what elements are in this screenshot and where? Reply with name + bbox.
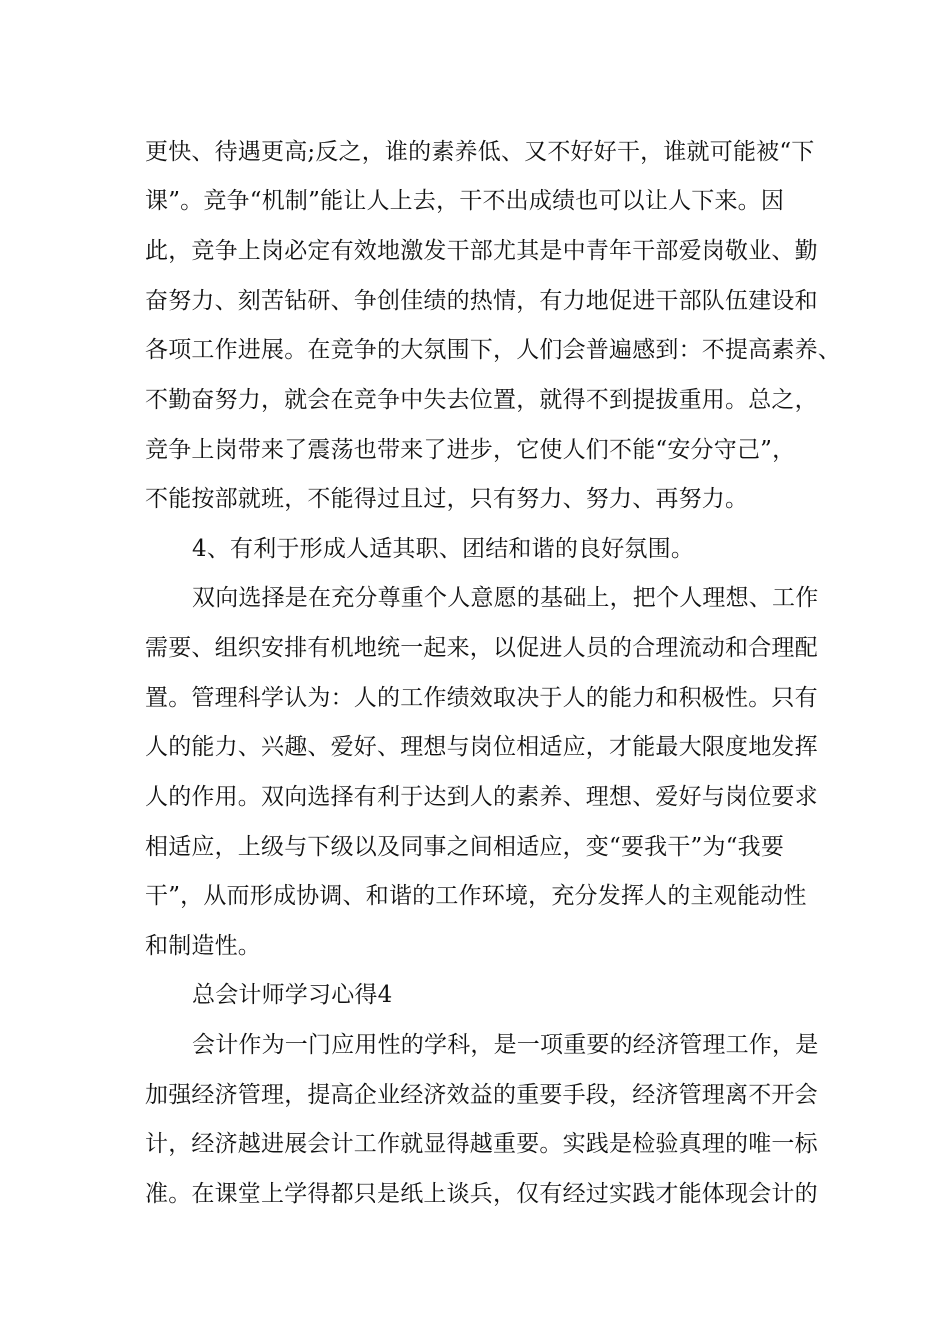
text-line: 不勤奋努力，就会在竞争中失去位置，就得不到提拔重用。总之， bbox=[145, 387, 818, 413]
section-heading: 4、有利于形成人适其职、团结和谐的良好氛围。 bbox=[192, 536, 695, 562]
text-line: 更快、待遇更高;反之，谁的素养低、又不好好干，谁就可能被“下 bbox=[145, 139, 815, 165]
text-line: 和制造性。 bbox=[145, 933, 261, 959]
text-line: 课”。竞争“机制”能让人上去，干不出成绩也可以让人下来。因 bbox=[145, 188, 785, 214]
text-line: 干”，从而形成协调、和谐的工作环境，充分发挥人的主观能动性 bbox=[145, 883, 807, 909]
text-line: 会计作为一门应用性的学科，是一项重要的经济管理工作，是 bbox=[192, 1032, 819, 1058]
text-line: 人的能力、兴趣、爱好、理想与岗位相适应，才能最大限度地发挥 bbox=[145, 734, 818, 760]
text-line: 各项工作进展。在竞争的大氛围下，人们会普遍感到：不提高素养、 bbox=[145, 337, 841, 363]
text-line: 计，经济越进展会计工作就显得越重要。实践是检验真理的唯一标 bbox=[145, 1131, 818, 1157]
text-line: 双向选择是在充分尊重个人意愿的基础上，把个人理想、工作 bbox=[192, 585, 819, 611]
text-line: 加强经济管理，提高企业经济效益的重要手段，经济管理离不开会 bbox=[145, 1082, 818, 1108]
text-line: 奋努力、刻苦钻研、争创佳绩的热情，有力地促进干部队伍建设和 bbox=[145, 288, 818, 314]
text-line: 此，竞争上岗必定有效地激发干部尤其是中青年干部爱岗敬业、勤 bbox=[145, 238, 818, 264]
text-line: 置。管理科学认为：人的工作绩效取决于人的能力和积极性。只有 bbox=[145, 685, 818, 711]
section-title: 总会计师学习心得4 bbox=[192, 982, 393, 1008]
text-line: 需要、组织安排有机地统一起来，以促进人员的合理流动和合理配 bbox=[145, 635, 818, 661]
text-line: 不能按部就班，不能得过且过，只有努力、努力、再努力。 bbox=[145, 486, 749, 512]
text-line: 竞争上岗带来了震荡也带来了进步，它使人们不能“安分守己”， bbox=[145, 437, 796, 463]
text-line: 相适应，上级与下级以及同事之间相适应，变“要我干”为“我要 bbox=[145, 834, 785, 860]
text-line: 准。在课堂上学得都只是纸上谈兵，仅有经过实践才能体现会计的 bbox=[145, 1181, 818, 1207]
text-line: 人的作用。双向选择有利于达到人的素养、理想、爱好与岗位要求 bbox=[145, 784, 818, 810]
